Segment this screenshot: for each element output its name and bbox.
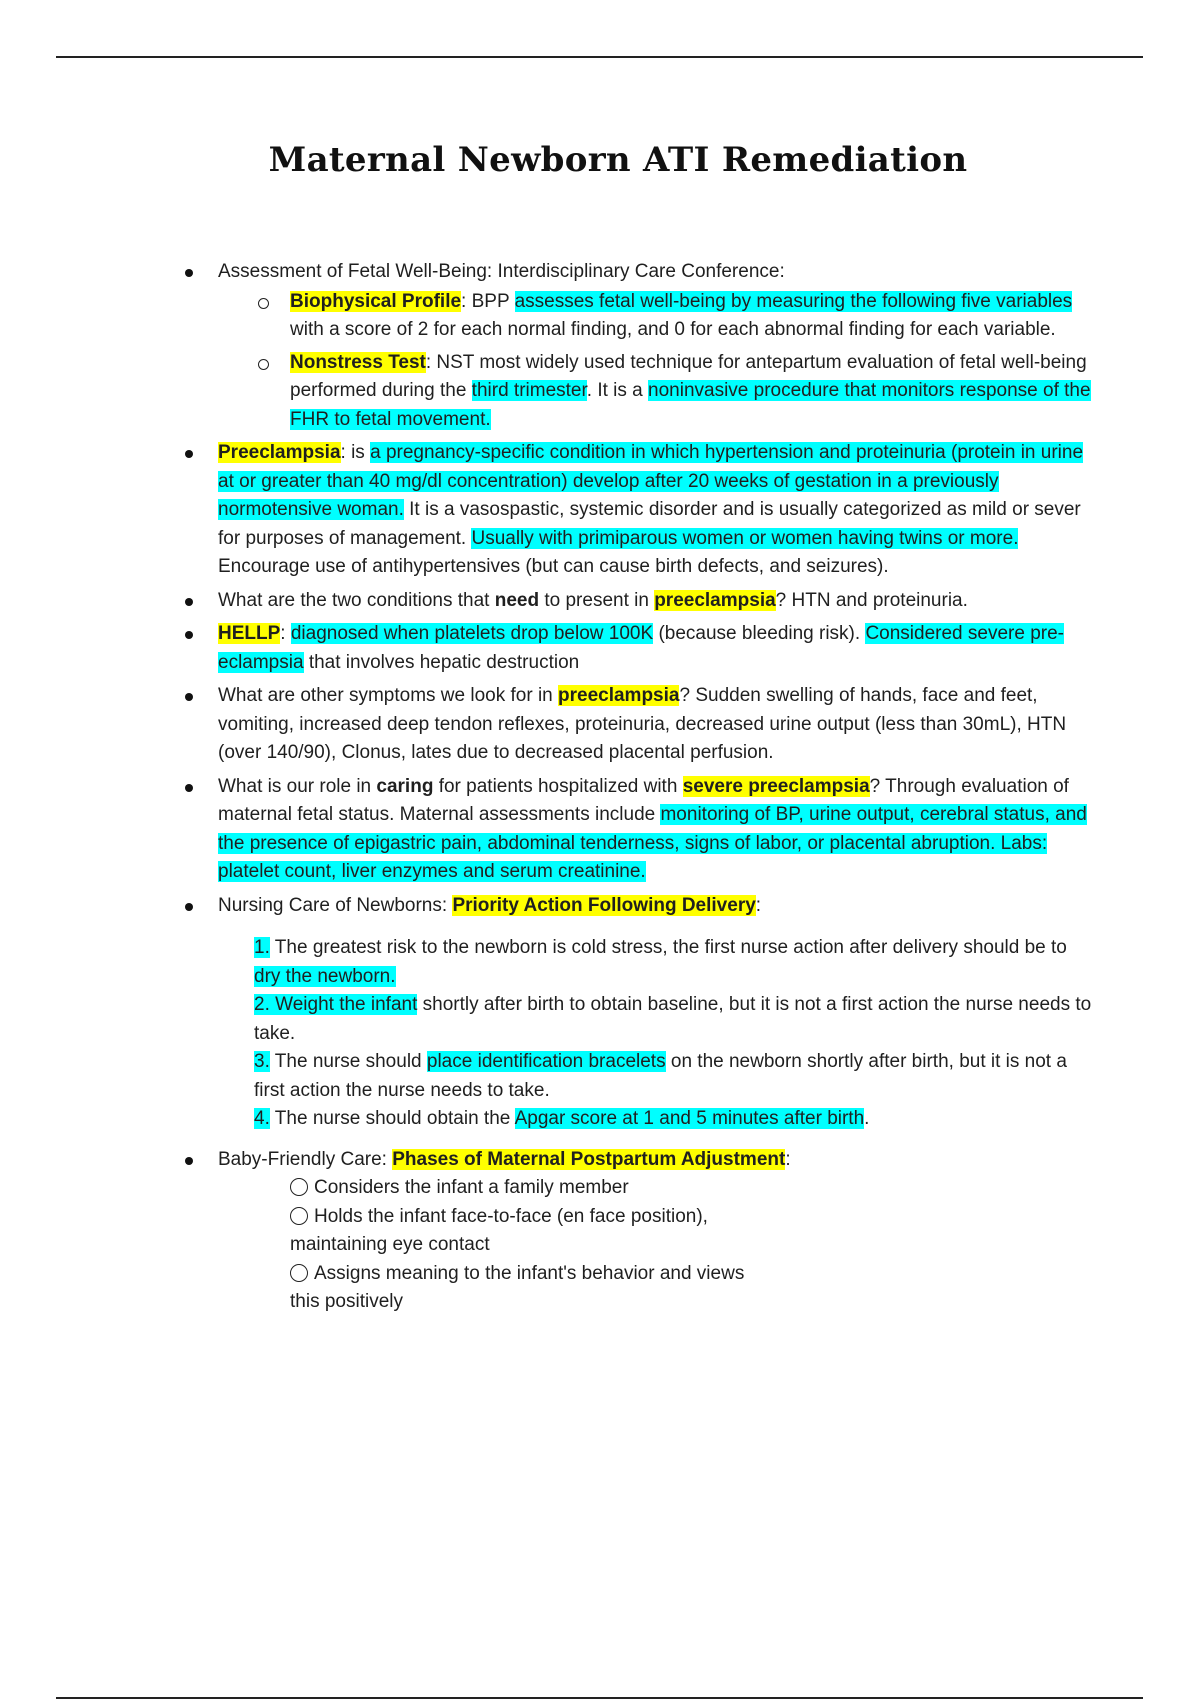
text-run: Nursing Care of Newborns: [218, 894, 453, 916]
circle-icon [290, 1178, 308, 1196]
step-number: 3. [254, 1051, 270, 1072]
cyan-highlight: Considered severe pre-eclampsia [218, 623, 1064, 673]
step-number: 4. [254, 1108, 270, 1129]
numbered-list [254, 934, 1098, 1134]
cyan-highlight: place identification bracelets [426, 1051, 666, 1072]
list-item-other-symptoms [218, 682, 1098, 768]
circle-item-continuation: this positively [290, 1291, 403, 1312]
text-run: : [280, 623, 291, 644]
text-run: What are other symptoms we look for in [218, 685, 559, 706]
item-text: Assessment of Fetal Well-Being: Interdisciplinary Care Conference: [218, 261, 785, 282]
page-title: Maternal Newborn ATI Remediation [268, 140, 968, 180]
cyan-highlight: monitoring of BP, urine output, cerebral status, and the presence of epigastric pain, abdominal tenderness, signs of labor, or placental abruption. Labs: platelet count, liver enzymes and serum creatinine. [218, 804, 1087, 882]
list-item-nursing-care-newborns [218, 892, 1098, 1134]
circle-item-continuation: maintaining eye contact [290, 1234, 490, 1255]
bullet-icon [185, 693, 193, 701]
term-highlight: Biophysical Profile [290, 290, 462, 312]
cyan-highlight: third trimester [471, 380, 587, 401]
circle-item [290, 1203, 1098, 1232]
text-run: ? Sudden swelling of hands, face and feet, vomiting, increased deep tendon reflexes, proteinuria, decreased urine output (less than 30mL), HTN (over 140/90), Clonus, lates due to decreased placental perfusion. [218, 685, 1067, 763]
circle-list [290, 1174, 1098, 1317]
step-number: 2. Weight the infant [254, 994, 418, 1015]
text-run: Baby-Friendly Care: [218, 1148, 393, 1170]
numbered-step-2 [254, 991, 1098, 1048]
text-run: Considers the infant a family member [314, 1177, 629, 1198]
text-run: shortly after birth to obtain baseline, but it is not a first action the nurse needs to take. [254, 994, 1092, 1044]
numbered-step-1 [254, 934, 1098, 991]
text-run: It is a vasospastic, systemic disorder and is usually categorized as mild or sever for purposes of management. [218, 499, 1081, 549]
text-run: Assigns meaning to the infant's behavior and views [314, 1262, 745, 1284]
numbered-step-3 [254, 1048, 1098, 1105]
cyan-highlight: a pregnancy-specific condition in which hypertension and proteinuria (protein in urine at or greater than 40 mg/dl concentration) develop after 20 weeks of gestation in a previously normotensive woman. [218, 442, 1084, 520]
bullet-icon [185, 269, 193, 277]
cyan-highlight: assesses fetal well-being by measuring the following five variables [514, 290, 1073, 312]
text-run: The nurse should obtain the [269, 1108, 515, 1129]
text-run: : is [340, 442, 371, 463]
bottom-rule [56, 1697, 1143, 1699]
step-number: 1. [254, 937, 270, 958]
hollow-bullet-icon [258, 359, 269, 370]
list-item-baby-friendly-care [218, 1146, 1098, 1317]
circle-icon [290, 1264, 308, 1282]
text-run: Encourage use of antihypertensives (but can cause birth defects, and seizures). [218, 556, 889, 577]
term-highlight: preeclampsia [654, 589, 776, 611]
bold-text: need [494, 589, 540, 611]
bullet-icon [185, 784, 193, 792]
bullet-icon [185, 450, 193, 458]
bullet-icon [185, 598, 193, 606]
text-run: on the newborn shortly after birth, but it is not a first action the nurse needs to take. [254, 1051, 1067, 1101]
text-run: . [864, 1108, 870, 1129]
bullet-icon [185, 631, 193, 639]
term-highlight: Priority Action Following Delivery [452, 894, 756, 916]
text-run: ? HTN and proteinuria. [775, 589, 968, 611]
sub-item-nonstress-test [290, 349, 1098, 435]
term-highlight: Preeclampsia [218, 442, 341, 463]
cyan-highlight: diagnosed when platelets drop below 100K [290, 623, 654, 644]
list-item-our-role [218, 773, 1098, 887]
text-run: What are the two conditions that [218, 589, 495, 611]
text-run: What is our role in [218, 775, 377, 797]
document-body [218, 258, 1098, 1322]
list-item-two-conditions [218, 587, 1098, 616]
bold-text: caring [376, 775, 434, 797]
text-run: with a score of 2 for each normal finding, and 0 for each abnormal finding for each variable. [290, 319, 1056, 340]
text-run: . It is a [586, 380, 649, 401]
cyan-highlight: Apgar score at 1 and 5 minutes after birth [514, 1108, 865, 1129]
text-run: : [755, 894, 762, 916]
bullet-icon [185, 1157, 193, 1165]
bullet-icon [185, 903, 193, 911]
list-item [218, 258, 1098, 434]
text-run: The greatest risk to the newborn is cold stress, the first nurse action after delivery should be to [269, 937, 1067, 958]
circle-item [290, 1260, 1098, 1289]
top-rule [56, 56, 1143, 58]
text-run: (because bleeding risk). [653, 623, 866, 644]
list-item-preeclampsia [218, 439, 1098, 582]
sub-item-biophysical-profile [290, 288, 1098, 345]
hollow-bullet-icon [258, 298, 269, 309]
text-run: to present in [539, 589, 655, 611]
text-run: Holds the infant face-to-face (en face position), [314, 1205, 708, 1227]
circle-icon [290, 1207, 308, 1225]
circle-item [290, 1174, 1098, 1203]
text-run: that involves hepatic destruction [303, 651, 580, 673]
text-run: : [785, 1148, 791, 1170]
numbered-step-4 [254, 1105, 1098, 1134]
cyan-highlight: Usually with primiparous women or women having twins or more. [471, 527, 1019, 549]
cyan-highlight: dry the newborn. [254, 965, 396, 987]
term-highlight: Phases of Maternal Postpartum Adjustment [392, 1148, 786, 1170]
text-run: : NST most widely used technique for antepartum evaluation of fetal well-being performed during the [290, 351, 1087, 401]
list-item-hellp [218, 620, 1098, 677]
text-run: : BPP [461, 290, 515, 312]
term-highlight: severe preeclampsia [682, 775, 870, 797]
text-run: ? Through evaluation of maternal fetal status. Maternal assessments include [218, 775, 1069, 825]
text-run: The nurse should [269, 1051, 427, 1072]
term-highlight: preeclampsia [558, 685, 680, 706]
term-highlight: Nonstress Test [290, 351, 426, 373]
cyan-highlight: noninvasive procedure that monitors response of the FHR to fetal movement. [290, 380, 1091, 430]
term-highlight: HELLP [218, 623, 281, 644]
text-run: for patients hospitalized with [433, 775, 683, 797]
